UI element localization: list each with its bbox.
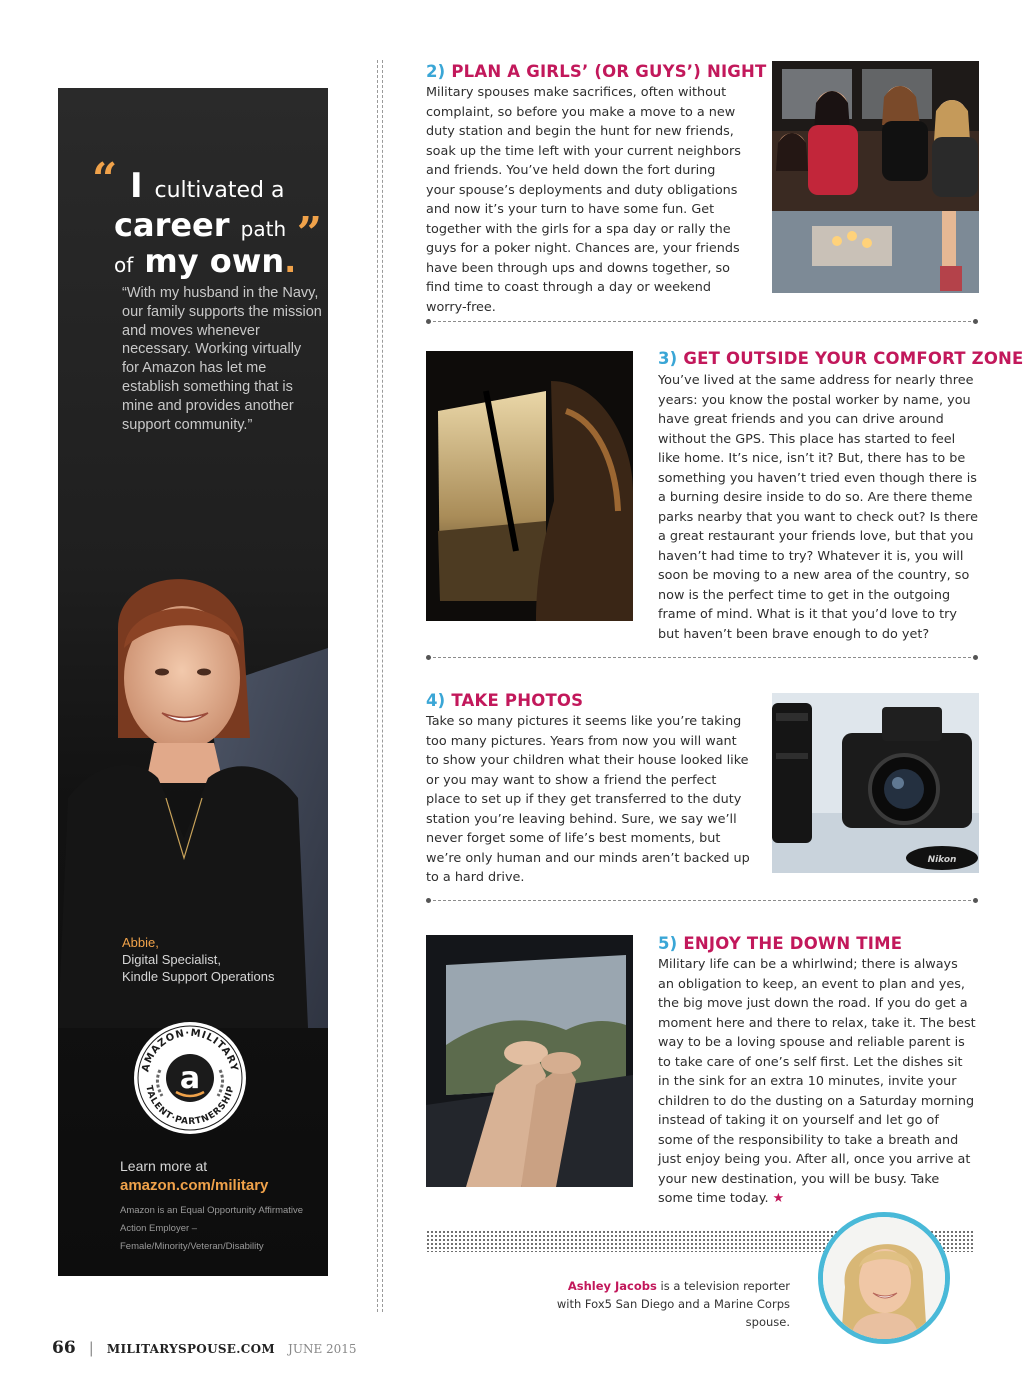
- ad-caption-role: Digital Specialist,: [122, 952, 221, 967]
- footer-separator: |: [88, 1339, 94, 1357]
- author-bio: is a television reporter with Fox5 San Diego and a Marine Corps spouse.: [556, 1279, 790, 1329]
- footer-site-name: MILITARYSPOUSE.COM: [106, 1342, 275, 1356]
- section-divider: [428, 900, 976, 901]
- badge-bottom-text: TALENT·PARTNERSHIP: [143, 1084, 237, 1128]
- section-2-title: [426, 62, 767, 81]
- ad-caption-dept: Kindle Support Operations: [122, 969, 275, 984]
- amazon-military-badge-icon: [130, 1018, 250, 1138]
- close-quote-mark: ”: [296, 208, 322, 259]
- section-5-body-text: Military life can be a whirlwind; there is always an obligation to keep, an event to plan and yes, the big move just down the road. If you do get a moment here and there to relax, take it. The best way to be a loving spouse and reliable parent is to take care of one’s self first. Let the dishes sit in the sink for an extra 10 minutes, invite your children to do the dusting on a Saturday morning instead of taking it on yourself and let go of some of the responsibility to take a breath and just enjoy being you. After all, once you arrive at your new destination, you will be busy. Take some time today.: [658, 957, 976, 1206]
- section-2-number: 2): [426, 62, 446, 81]
- page-number: 66: [52, 1338, 76, 1358]
- quote-word-my-own: my own: [144, 242, 285, 280]
- badge-top-text: AMAZON·MILITARY: [140, 1027, 240, 1074]
- section-3-heading: GET OUTSIDE YOUR COMFORT ZONE: [683, 349, 1024, 368]
- section-3-title: [658, 349, 1024, 368]
- quote-text-of: of: [114, 253, 134, 277]
- quote-word-career: career: [114, 206, 230, 244]
- quote-word-i: I: [130, 166, 143, 206]
- author-name: Ashley Jacobs: [567, 1279, 657, 1293]
- ad-caption: [122, 934, 322, 985]
- ad-url-link[interactable]: amazon.com/military: [120, 1177, 269, 1194]
- friends-toasting-photo: [772, 61, 979, 293]
- section-3-body: You’ve lived at the same address for nearly three years: you know the postal worker by name, you have great friends and you can drive around without the GPS. This place has started to feel like home. It’s nice, isn’t it? But, there has to be something you haven’t tried even though there is a burning desire inside to do so. Are there theme parks nearby that you want to check out? Is there a great restaurant your friends love, but that you haven’t had time to try? Whatever it is, you will soon be moving to a new area of the country, so now is the perfect time to get in the outgoing frame of mind. What is it that you’d love to try but haven’t been brave enough to do yet?: [658, 373, 978, 642]
- quote-text-cultivated: cultivated a: [154, 178, 285, 203]
- quote-period: .: [284, 242, 297, 280]
- section-2-heading: PLAN A GIRLS’ (OR GUYS’) NIGHT: [451, 62, 767, 81]
- section-5-heading: ENJOY THE DOWN TIME: [683, 934, 903, 953]
- amazon-ad: [58, 88, 328, 1276]
- column-divider: [377, 60, 383, 1312]
- section-4-number: 4): [426, 691, 446, 710]
- woman-car-window-photo: [426, 351, 633, 621]
- quote-text-path: path: [240, 217, 287, 241]
- section-3-number: 3): [658, 349, 678, 368]
- footer-issue-date: JUNE 2015: [288, 1342, 357, 1356]
- open-quote-mark: “: [92, 154, 118, 205]
- ad-learn-more-text: Learn more at: [120, 1158, 208, 1174]
- section-4-title: [426, 691, 583, 710]
- section-2-body: Military spouses make sacrifices, often without complaint, so before you make a move to a new duty station and begin the hunt for new friends, soak up the time left with your current neighbors and friends. You’ve held down the fort during your spouse’s deployments and duty obligations and now it’s your turn to have some fun. Get together with the girls for a spa day or rally the guys for a poker night. Chances are, your friends have been through ups and downs together, so find time to coast through a day or weekend worry-free.: [426, 85, 741, 315]
- section-4-body: Take so many pictures it seems like you’re taking too many pictures. Years from now you will want to show your children what their house looked like or you may want to show a friend the perfect place to set up if they get transferred to the duty station you’re leaving behind. Sure, we say we’ll never forget some of life’s best moments, but we’re only human and our minds aren’t backed up to a hard drive.: [426, 714, 750, 885]
- ad-testimonial: “With my husband in the Navy, our family supports the mission and moves whenever necessary. Working virtually for Amazon has let me establish something that is mine and provides another support community.”: [122, 285, 322, 433]
- badge-letter: a: [179, 1061, 201, 1096]
- feet-on-dashboard-photo: [426, 935, 633, 1187]
- section-5-body: [658, 955, 976, 1209]
- section-4-heading: TAKE PHOTOS: [451, 691, 584, 710]
- author-headshot: [818, 1212, 950, 1344]
- page-footer: [52, 1338, 357, 1358]
- ad-learn-more: [120, 1156, 325, 1256]
- section-divider: [428, 321, 976, 322]
- camera-photo: [772, 693, 979, 873]
- author-byline: [540, 1277, 790, 1331]
- ad-caption-name: Abbie,: [122, 935, 159, 950]
- section-5-title: [658, 934, 902, 953]
- end-star-icon: ★: [772, 1191, 785, 1206]
- ad-legal-text: Amazon is an Equal Opportunity Affirmative Action Employer – Female/Minority/Veteran/Disability: [120, 1205, 304, 1252]
- lens-cap-label: Nikon: [927, 855, 957, 865]
- section-divider: [428, 657, 976, 658]
- section-5-number: 5): [658, 934, 678, 953]
